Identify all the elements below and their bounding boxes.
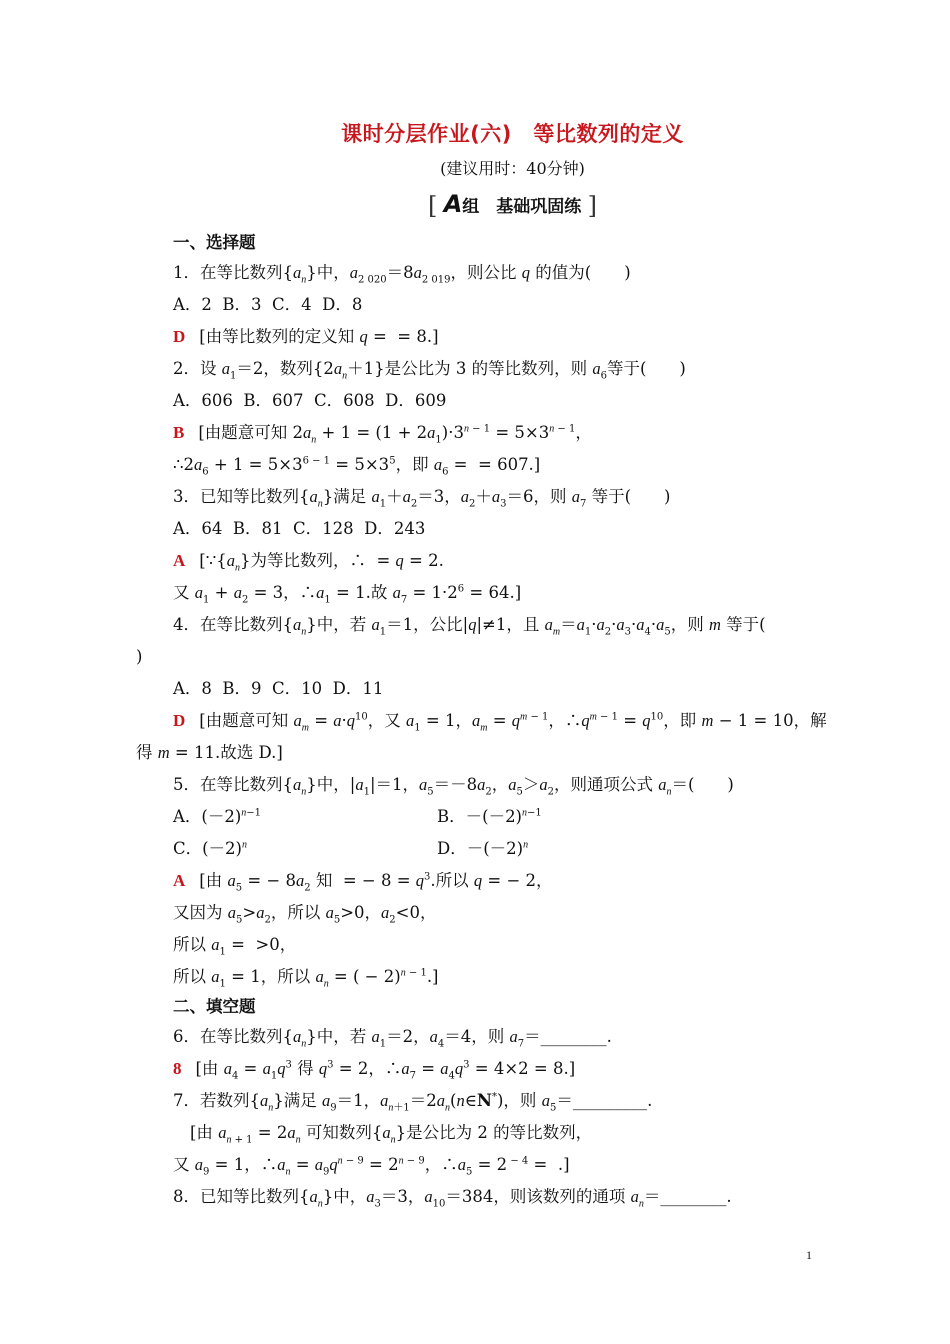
q2-solution-1: B [由题意可知 $2a_n + 1 = (1 + 2a_1)\cdot 3^{n - 1} = 5\times 3^{n - 1}$，: [173, 423, 592, 446]
q4-options: A．8 B．9 C．10 D．11: [173, 679, 384, 698]
q5-option-d-text: D．－(－2): [437, 839, 524, 858]
q7-stem: 7．若数列$\{a_n\}$满足 $a_9=1$，$a_{n+1}=2a_n(n\in N^*)$，则 $a_5=\_\_\_\_\_\_\_\_\_$.: [173, 1091, 653, 1114]
q5-option-d: D．$-(-2)^n$: [437, 839, 529, 858]
q5-option-a-text: A．(－2): [173, 807, 242, 826]
q5-solution-1: A [由 $a_5$ = − $8a_2$ 知 = − $8 = q^3$.所以 q = − 2，: [173, 871, 553, 894]
q5-stem: 5．在等比数列$\{a_n\}$中，$|a_1|=1$，$a_5=-8a_2$，$a_5>a_2$，则通项公式 $a_n=$( ): [173, 775, 734, 798]
q7-solution-2: 又 $a_9 = 1$，$\therefore a_n = a_9q^{n - 9} = 2^{n - 9}$，$\therefore a_5 = 2$ $^{- 4}$ = .]: [173, 1155, 570, 1178]
q6-solution: 8 [由 $a_4 = a_1q^3$ 得 $q^3 = 2$，$\therefore a_7 = a_4q^3 = 4\times 2 = 8$.]: [173, 1059, 576, 1082]
q3-solution-1: A [$\because\{a_n\}$为等比数列，∴ = q = 2.: [173, 551, 444, 574]
q6-answer: 8: [173, 1059, 182, 1078]
q6-stem: 6．在等比数列$\{a_n\}$中，若 $a_1=2$，$a_4=4$，则 $a_7=\_\_\_\_\_\_\_\_$.: [173, 1027, 612, 1050]
q1-stem: 1．在等比数列$\{a_n\}$中，$a_{2 020}=8a_{2 019}$，则公比 q 的值为( ): [173, 263, 631, 286]
q5-answer: A: [173, 871, 186, 890]
q3-answer: A: [173, 551, 186, 570]
q5-option-a: A．$(-2)^{n-1}$: [173, 807, 262, 826]
q4-solution-2: 得 m = 11.故选 D.]: [136, 743, 283, 762]
q4-stem-cont: ): [136, 647, 143, 666]
q1-options: A．2 B．3 C．4 D．8: [173, 295, 363, 314]
bracket-open: [: [427, 192, 438, 220]
q5-solution-3: 所以 $a_1 = >0$，: [173, 935, 297, 958]
group-banner: [0, 190, 950, 220]
q5-solution-2: 又因为 $a_5>a_2$，所以 $a_5>0$，$a_2<0$，: [173, 903, 437, 926]
q3-stem: 3．已知等比数列$\{a_n\}$满足 $a_1+a_2=3$，$a_2+a_3=6$，则 $a_7$ 等于( ): [173, 487, 671, 510]
suggested-time: (建议用时：40分钟): [440, 159, 585, 178]
q2-options: A．606 B．607 C．608 D．609: [173, 391, 447, 410]
q2-solution-2: $\therefore 2a_6 + 1 = 5\times 3^{6 - 1} = 5\times 3^5$，即 $a_6$ = = 607.]: [173, 455, 541, 478]
q1-solution: D [由等比数列的定义知 q = = 8.]: [173, 327, 439, 346]
q2-stem: 2．设 $a_1=2$，数列$\{2a_n+1\}$是公比为 3 的等比数列，则 $a_6$等于( ): [173, 359, 686, 382]
group-letter: A: [443, 190, 463, 218]
q4-solution-1: D [由题意可知 $a_m = a\cdot q^{10}$，又 $a_1 = 1$，$a_m = q^{m - 1}$，$\therefore q^{m - 1} = q^{10}$，即 m − 1 = 10，解: [173, 711, 827, 734]
bracket-close: ]: [587, 192, 598, 220]
q4-stem: 4．在等比数列$\{a_n\}$中，若 $a_1=1$，公比|q|≠1，且 $a_m=a_1\cdot a_2\cdot a_3\cdot a_4\cdot a_5$，则 m 等于(: [173, 615, 766, 638]
page-title: 课时分层作业(六) 等比数列的定义: [341, 122, 684, 146]
group-title: 组 基础巩固练: [462, 197, 582, 217]
q4-answer: D: [173, 711, 186, 730]
q2-answer: B: [173, 423, 185, 442]
q5-option-b-text: B．－(－2): [437, 807, 522, 826]
q5-option-b: B．$-(-2)^{n-1}$: [437, 807, 542, 826]
q5-option-c-text: C．(－2): [173, 839, 242, 858]
q3-solution-2: 又 $a_1 + a_2 = 3$，$\therefore a_1 = 1$.故 $a_7 = 1\cdot 2^6 = 64$.]: [173, 583, 522, 606]
q1-answer: D: [173, 327, 186, 346]
q5-option-c: C．$(-2)^n$: [173, 839, 247, 858]
section-choice: 一、选择题: [173, 233, 256, 252]
q3-options: A．64 B．81 C．128 D．243: [173, 519, 426, 538]
section-fill: 二、填空题: [173, 997, 256, 1016]
q5-solution-4: 所以 $a_1 = 1$，所以 $a_n$ = ( − 2)$^{n - 1}$.]: [173, 967, 439, 990]
page-number: 1: [806, 1248, 812, 1262]
q7-solution-1: [由 $a_{n + 1} = 2a_n$ 可知数列$\{a_n\}$是公比为 2 的等比数列，: [190, 1123, 593, 1146]
q8-stem: 8．已知等比数列$\{a_n\}$中，$a_3=3$，$a_{10}=384$，则该数列的通项 $a_n=\_\_\_\_\_\_\_\_$.: [173, 1187, 732, 1210]
